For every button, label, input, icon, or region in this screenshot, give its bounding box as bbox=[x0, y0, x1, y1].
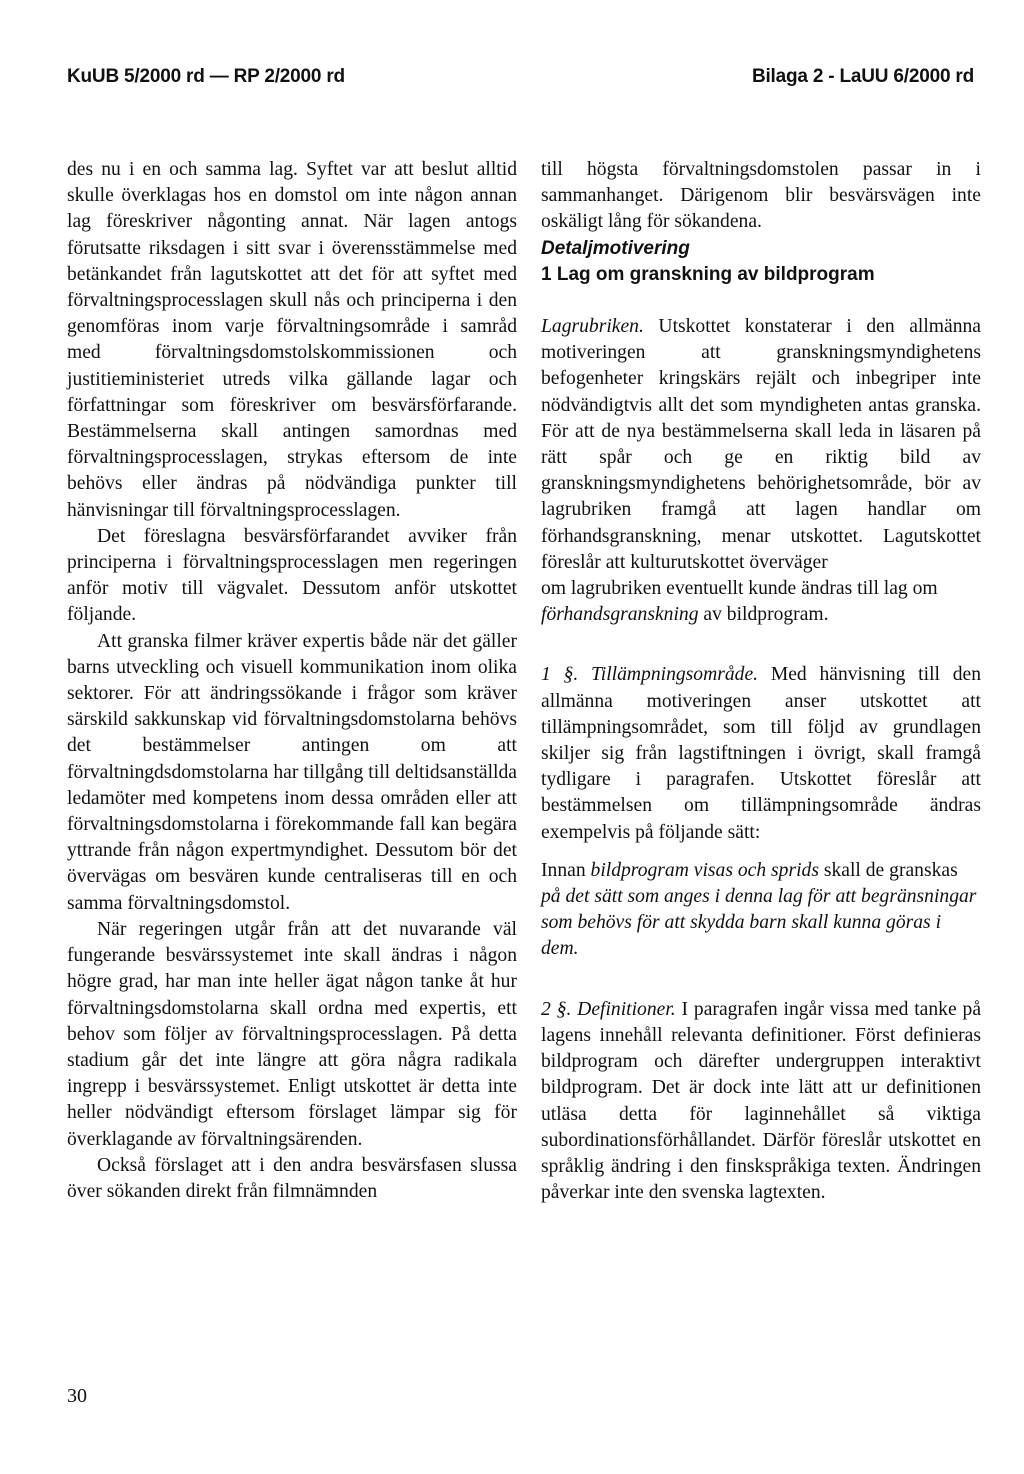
lead-label: 1 §. Tillämpningsområde. bbox=[541, 664, 759, 686]
right-column bbox=[541, 157, 981, 1206]
paragraph-text: Utskottet konstaterar i den allmänna motiveringen att granskningsmyndighetens befogenheter kringskärs rejält och inbegriper inte nödvändigtvis allt det som myndigheten antas granska. För att de nya bestämmelserna skall leda in läsaren på rätt spår och ge en riktig bild av granskningsmyndighetens behörighetsområde, bör av lagrubriken framgå att lagen handlar om förhandsgranskning, menar utskottet. Lagutskottet föreslår att kulturutskottet överväger bbox=[541, 316, 981, 573]
paragraph: Att granska filmer kräver expertis både när det gäller barns utveckling och visuell kommunikation inom olika sektorer. För att ändringssökande i frågor som kräver särskild sakkunskap vid förvaltningsdomstolarna behövs det bestämmelser antingen om att förvaltningdsdomstolarna har tillgång till deltidsanställda ledamöter med kompetens inom dessa områden eller att förvaltningsdomstolarna i förekommande fall kan begära yttrande från någon expertmyndighet. Dessutom bör det övervägas om besvären kunde centraliseras till en och samma förvaltningsdomstol. bbox=[67, 630, 517, 914]
quote-italic: bildprogram visas och sprids bbox=[590, 859, 819, 881]
paragraph-definitioner bbox=[541, 997, 981, 1207]
paragraph: till högsta förvaltningsdomstolen passar in i sammanhanget. Därigenom blir besvärsvägen inte oskäligt lång för sökandena. bbox=[541, 159, 981, 233]
header-right: Bilaga 2 - LaUU 6/2000 rd bbox=[751, 66, 974, 87]
paragraph: När regeringen utgår från att det nuvarande väl fungerande besvärssystemet inte skall ändras i någon högre grad, har man inte heller ägat någon tanke åt hur förvaltningsdomstolarna skall ordna med expertis, ett behov som följer av förvaltningsprocesslagen. På detta stadium går det inte längre att göra några radikala ingrepp i besvärssystemet. Enligt utskottet är detta inte heller nödvändigt eftersom förslaget lämpar sig för överklagande av förvaltningsärenden. bbox=[67, 918, 517, 1150]
section-heading-lag: 1 Lag om granskning av bildprogram bbox=[541, 263, 875, 285]
paragraph-text: I paragrafen ingår vissa med tanke på lagens innehåll relevanta definitioner. Först definieras bildprogram och därefter undergruppen interaktivt bildprogram. Det är dock inte lätt att ur definitionen utläsa detta för laginnehållet så viktiga subordinationsförhållandet. Därför föreslår utskottet en språklig ändring i den finskspråkiga texten. Ändringen påverkar inte den svenska lagtexten. bbox=[541, 998, 982, 1204]
quote-text: skall de granskas bbox=[818, 859, 958, 881]
quote-italic: förhandsgranskning bbox=[541, 604, 699, 626]
lead-label: Lagrubriken. bbox=[541, 316, 644, 338]
paragraph-tillampningsomrade bbox=[541, 662, 981, 845]
section-heading-detaljmotivering: Detaljmotivering bbox=[541, 237, 690, 259]
paragraph: Det föreslagna besvärsförfarandet avviker från principerna i förvaltningsprocesslagen men regeringen anför motiv till vägvalet. Dessutom anför utskottet följande. bbox=[67, 525, 517, 626]
left-column bbox=[67, 157, 517, 1205]
quote-text: om lagrubriken eventuellt kunde ändras till lag om bbox=[541, 578, 938, 600]
quote bbox=[541, 576, 981, 628]
paragraph: des nu i en och samma lag. Syftet var att beslut alltid skulle överklagas hos en domstol om inte någon annan lag föreskriver någonting annat. När lagen antogs förutsatte riksdagen i sitt svar i överensstämmelse med betänkandet från lagutskottet att det för att syftet med förvaltningsprocesslagen skull nås och principerna i den genomföras inom varje förvaltningsområde i samråd med förvaltningsdomstolskommissionen och justitieministeriet utreds vilka gällande lagar och författningar som föreskriver om besvärsförfarande. Bestämmelserna skall antingen samordnas med förvaltningsprocesslagen, strykas eftersom de inte behövs eller ändras på nödvändiga punkter till hänvisningar till förvaltningsprocesslagen. bbox=[67, 159, 517, 521]
quote-text: Innan bbox=[541, 859, 591, 881]
paragraph-text: Med hänvisning till den allmänna motiveringen anser utskottet att tillämpningsområdet, som till följd av grundlagen skiljer sig från lagstiftningen i övrigt, skall framgå tydligare i paragrafen. Utskottet föreslår att bestämmelsen om tillämpningsområde ändras exempelvis på följande sätt: bbox=[541, 664, 981, 843]
header-left: KuUB 5/2000 rd — RP 2/2000 rd bbox=[67, 66, 345, 87]
paragraph: Också förslaget att i den andra besvärsfasen slussa över sökanden direkt från filmnämnden bbox=[67, 1154, 517, 1202]
quote-italic: på det sätt som anges i denna lag för att begränsningar som behövs för att skydda barn skall kunna göras i dem. bbox=[541, 886, 977, 960]
page-number: 30 bbox=[67, 1385, 87, 1407]
paragraph-lagrubriken bbox=[541, 314, 981, 576]
quote bbox=[541, 858, 981, 963]
lead-label: 2 §. Definitioner. bbox=[541, 998, 676, 1020]
quote-text: av bildprogram. bbox=[698, 604, 829, 626]
